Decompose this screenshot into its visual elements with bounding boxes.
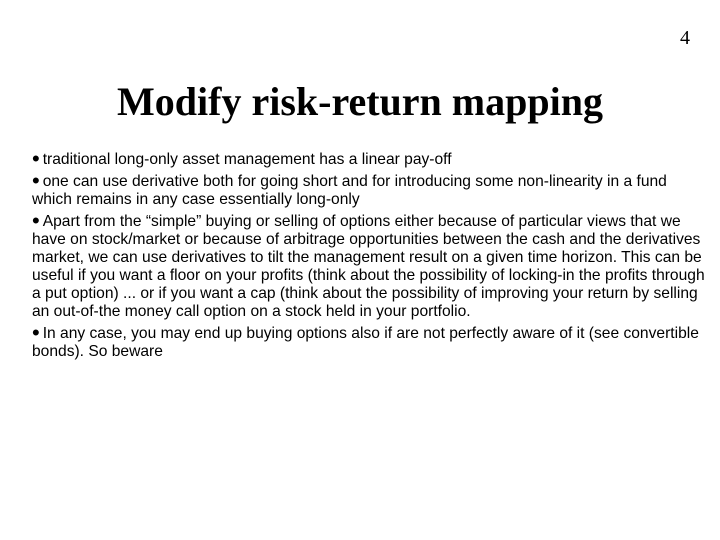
slide-title: Modify risk-return mapping <box>117 79 603 124</box>
bullet-dot-icon: • <box>32 146 40 171</box>
bullet-item <box>32 208 706 321</box>
bullet-item <box>32 168 706 209</box>
bullet-text: one can use derivative both for going short and for introducing some non-linearity in a fund which remains in any case essentially long-only <box>32 173 667 208</box>
bullet-list <box>32 146 706 364</box>
bullet-item <box>32 320 706 361</box>
bullet-text: Apart from the “simple” buying or selling of options either because of particular views that we have on stock/market or because of arbitrage opportunities between the cash and the derivatives market, we can use derivatives to tilt the management result on a given time horizon. This can be useful if you want a floor on your profits (think about the possibility of locking-in the profits through a put option) ... or if you want a cap (think about the possibility of improving your return by selling an out-of-the money call option on a stock held in your portfolio. <box>32 213 705 320</box>
bullet-dot-icon: • <box>32 320 40 345</box>
bullet-dot-icon: • <box>32 168 40 193</box>
bullet-text: In any case, you may end up buying options also if are not perfectly aware of it (see convertible bonds). So beware <box>32 325 699 360</box>
page-number: 4 <box>680 27 690 49</box>
bullet-dot-icon: • <box>32 208 40 233</box>
bullet-text: traditional long-only asset management has a linear pay-off <box>42 151 452 168</box>
bullet-item <box>32 146 706 171</box>
